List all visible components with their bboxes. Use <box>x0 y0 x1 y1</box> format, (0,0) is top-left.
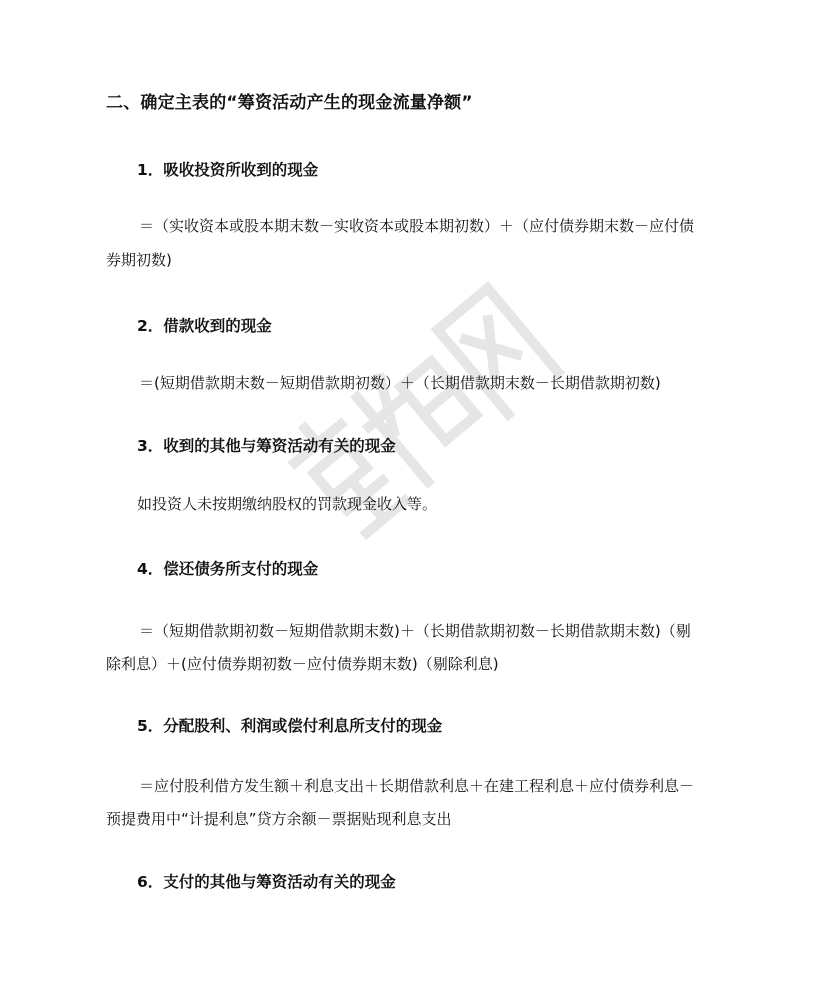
section-4-line-2: 除利息）＋(应付债券期初数－应付债券期末数)（剔除利息) <box>106 655 499 673</box>
section-2-line-1: ＝(短期借款期末数－短期借款期初数）＋（长期借款期末数－长期借款期初数) <box>139 374 661 392</box>
section-3-line-1: 如投资人未按期缴纳股权的罚款现金收入等。 <box>137 495 438 513</box>
section-title-6: 6．支付的其他与筹资活动有关的现金 <box>137 873 396 891</box>
section-1-line-2: 券期初数) <box>106 251 172 269</box>
section-title-5: 5．分配股利、利润或偿付利息所支付的现金 <box>137 717 443 735</box>
section-4-line-1: ＝（短期借款期初数－短期借款期末数)＋（长期借款期初数－长期借款期末数)（剔 <box>139 622 691 640</box>
section-title-4: 4．偿还债务所支付的现金 <box>137 560 319 578</box>
section-title-1: 1．吸收投资所收到的现金 <box>137 161 319 179</box>
section-5-line-2: 预提费用中“计提利息”贷方余额－票据贴现利息支出 <box>106 810 452 828</box>
page-title: 二、确定主表的“筹资活动产生的现金流量净额” <box>106 93 473 113</box>
section-title-2: 2．借款收到的现金 <box>137 317 272 335</box>
section-1-line-1: ＝（实收资本或股本期末数－实收资本或股本期初数）＋（应付债券期末数－应付债 <box>139 217 695 235</box>
section-title-3: 3．收到的其他与筹资活动有关的现金 <box>137 437 396 455</box>
watermark-stamp <box>254 252 587 567</box>
section-5-line-1: ＝应付股利借方发生额＋利息支出＋长期借款利息＋在建工程利息＋应付债券利息－ <box>139 777 695 795</box>
